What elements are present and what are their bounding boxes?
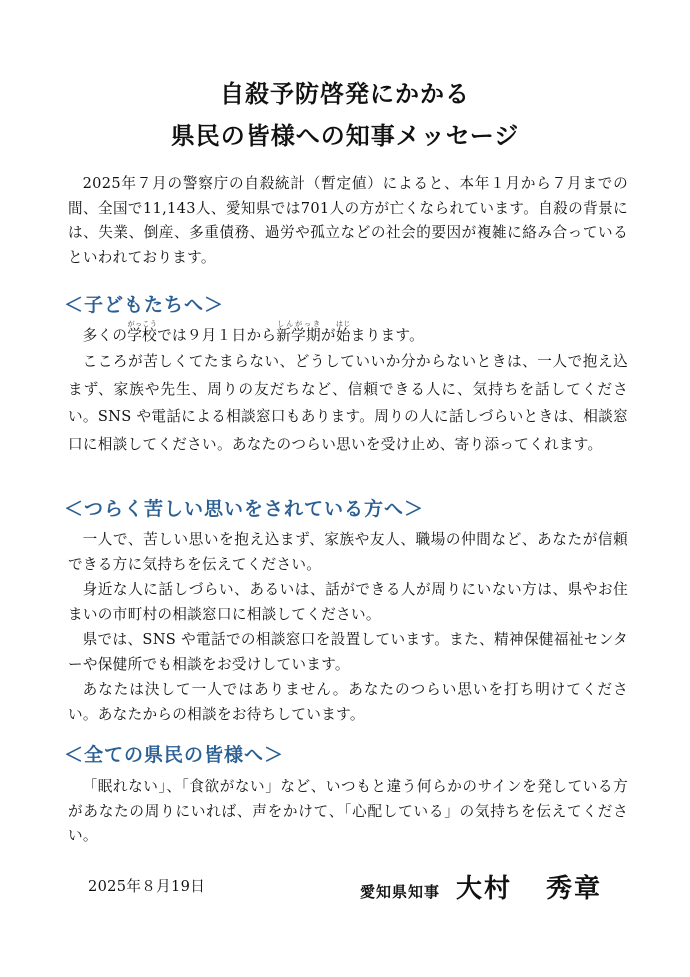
ruby-shingakki: 新学期しんがっき: [276, 320, 321, 344]
ruby-gakko: 学校がっこう: [127, 320, 158, 344]
governor-family-name: 大村: [456, 874, 513, 904]
children-paragraph-1: [68, 320, 628, 349]
message-date: 2025年８月19日: [88, 878, 206, 895]
governor-signature: [360, 868, 602, 905]
children-p1-d: まります。: [350, 327, 425, 344]
all-paragraph-1: 「眠れない」、「食欲がない」など、いつもと違う何らかのサインを発している方があなたの周りにいれば、声をかけて、「心配している」の気持ちを伝えてください。: [68, 778, 628, 844]
children-p1-c: が: [320, 327, 336, 344]
ruby-hajimari: 始はじ: [335, 320, 351, 344]
governor-title: 愛知県知事: [360, 883, 441, 901]
children-p1-a: 多くの: [82, 327, 128, 344]
suffering-paragraph-4: あなたは決して一人ではありません。あなたのつらい思いを打ち明けてください。あなたからの相談をお待ちしています。: [68, 681, 628, 723]
document-title-line1: 自殺予防啓発にかかる: [220, 80, 470, 108]
children-p1-b: では９月１日から: [157, 327, 277, 344]
suffering-paragraph-3: 県では、SNS や電話での相談窓口を設置しています。また、精神保健福祉センターや保健所でも相談をお受けしています。: [68, 631, 628, 673]
section-children-heading: ＜子どもたちへ＞: [64, 294, 225, 316]
section-all-heading: ＜全ての県民の皆様へ＞: [64, 744, 285, 766]
suffering-paragraph-1: 一人で、苦しい思いを抱え込まず、家族や友人、職場の仲間など、あなたが信頼できる方に気持ちを伝えてください。: [68, 531, 628, 573]
governor-name: [456, 868, 602, 905]
document-title-line2: 県民の皆様への知事メッセージ: [170, 122, 520, 150]
section-suffering-heading: ＜つらく苦しい思いをされている方へ＞: [64, 498, 425, 520]
governor-given-name: 秀章: [546, 874, 603, 904]
suffering-paragraph-2: 身近な人に話しづらい、あるいは、話ができる人が周りにいない方は、県やお住まいの市町村の相談窓口に相談してください。: [68, 581, 628, 623]
intro-paragraph: 2025年７月の警察庁の自殺統計（暫定値）によると、本年１月から７月までの間、全国で11,143人、愛知県では701人の方が亡くなられています。自殺の背景には、失業、倒産、多重債務、過労や孤立などの社会的要因が複雑に絡み合っているといわれております。: [68, 175, 628, 266]
children-paragraph-2: こころが苦しくてたまらない、どうしていいか分からないときは、一人で抱え込まず、家族や先生、周りの友だちなど、信頼できる人に、気持ちを話してください。SNS や電話による相談窓口もあります。周りの人に話しづらいときは、相談窓口に相談してください。あなたのつらい思いを受け止め、寄り添ってくれます。: [68, 353, 628, 453]
